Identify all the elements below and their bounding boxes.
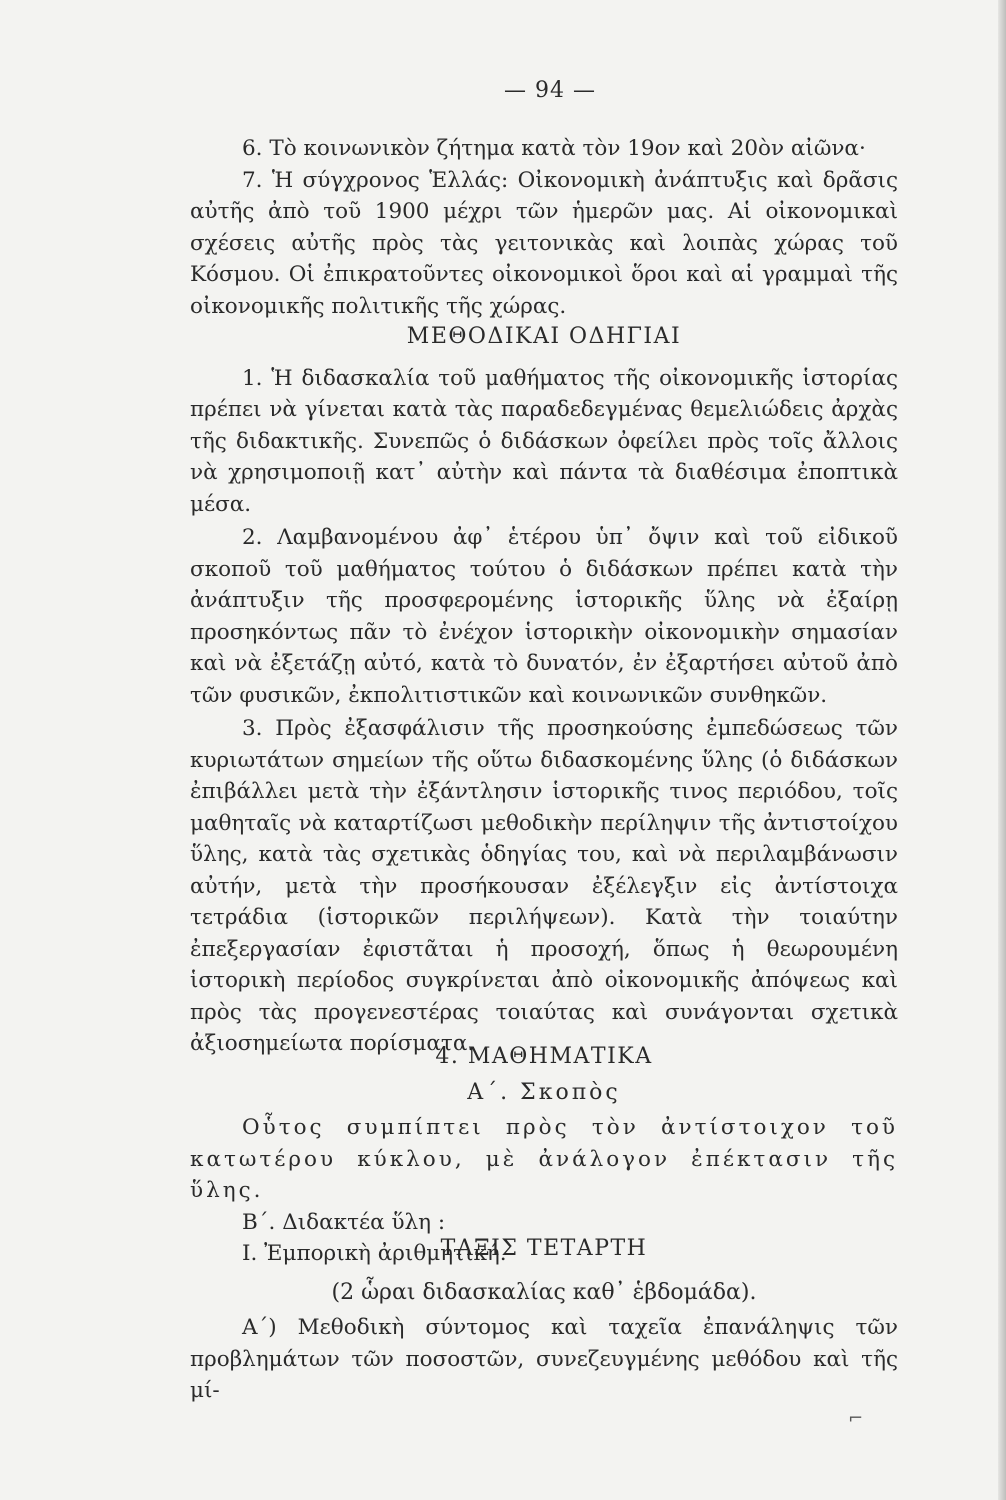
paragraph: Α΄) Μεθοδικὴ σύντομος καὶ ταχεῖα ἐπανάληψις τῶν προβλημάτων τῶν ποσοστῶν, συνεζευγμένης μεθόδου καὶ τῆς μί-	[190, 1315, 898, 1403]
stray-mark: ⌐	[848, 1408, 864, 1429]
paragraph: 2. Λαμβανομένου ἀφ᾽ ἑτέρου ὑπ᾽ ὄψιν καὶ τοῦ εἰδικοῦ σκοποῦ τοῦ μαθήματος τούτου ὁ διδάσκων πρέπει κατὰ τὴν ἀνάπτυξιν τῆς προσφερομένης ἱστορικῆς ὕλης νὰ ἐξαίρῃ προσηκόντως πᾶν τὸ ἐνέχον ἱστορικὴν οἰκονομικὴν σημασίαν καὶ νὰ ἐξετάζῃ αὐτό, κατὰ τὸ δυνατόν, ἐν ἐξαρτήσει αὐτοῦ ἀπὸ τῶν φυσικῶν, ἐκπολιτιστικῶν καὶ κοινωνικῶν συνθηκῶν.	[190, 525, 898, 708]
material-item: Ι. Ἐμπορικὴ ἀριθμητική.	[242, 1241, 507, 1266]
class-section	[190, 1233, 898, 1407]
list-item: 7. Ἡ σύγχρονος Ἑλλάς: Οἰκονομικὴ ἀνάπτυξις καὶ δρᾶσις αὐτῆς ἀπὸ τοῦ 1900 μέχρι τῶν ἡμερῶν μας. Αἱ οἰκονομικαὶ σχέσεις αὐτῆς πρὸς τὰς γειτονικὰς καὶ λοιπὰς χώρας τοῦ Κόσμου. Οἱ ἐπικρατοῦντες οἰκονομικοὶ ὅροι καὶ αἱ γραμμαὶ τῆς οἰκονομικῆς πολιτικῆς τῆς χώρας.	[190, 167, 898, 319]
material-heading: Β΄. Διδακτέα ὕλη :	[242, 1209, 446, 1235]
history-topic-list	[190, 133, 898, 322]
paragraph: 1. Ἡ διδασκαλία τοῦ μαθήματος τῆς οἰκονομικῆς ἱστορίας πρέπει νὰ γίνεται κατὰ τὰς παραδεδεγμένας θεμελιώδεις ἀρχὰς τῆς διδακτικῆς. Συνεπῶς ὁ διδάσκων ὀφείλει πρὸς τοῖς ἄλλοις νὰ χρησιμοποιῇ κατ᾽ αὐτὴν καὶ πάντα τὰ διαθέσιμα ἐποπτικὰ μέσα.	[190, 365, 898, 517]
hours-note: (2 ὧραι διδασκαλίας καθ᾽ ἑβδομάδα).	[331, 1279, 757, 1305]
methodikai-section	[190, 321, 898, 1060]
sub-heading: Α΄. Σκοπὸς	[467, 1079, 621, 1105]
paragraph: Οὗτος συμπίπτει πρὸς τὸν ἀντίστοιχον τοῦ κατωτέρου κύκλου, μὲ ἀνάλογον ἐπέκτασιν τῆς ὕλης.	[190, 1115, 898, 1203]
page-edge	[998, 0, 1006, 1500]
section-heading: 4. ΜΑΘΗΜΑΤΙΚΑ	[435, 1044, 653, 1069]
page-number: — 94 —	[504, 78, 596, 103]
section-heading: ΤΑΞΙΣ ΤΕΤΑΡΤΗ	[440, 1236, 648, 1261]
list-item: 6. Τὸ κοινωνικὸν ζήτημα κατὰ τὸν 19ον καὶ 20ὸν αἰῶνα·	[242, 136, 866, 161]
paragraph: 3. Πρὸς ἐξασφάλισιν τῆς προσηκούσης ἐμπεδώσεως τῶν κυριωτάτων σημείων τῆς οὕτω διδασκομένης ὕλης (ὁ διδάσκων ἐπιβάλλει μετὰ τὴν ἐξάντλησιν ἱστορικῆς τινος περιόδου, τοῖς μαθηταῖς νὰ καταρτίζωσι μεθοδικὴν περίληψιν τῆς ἀντιστοίχου ὕλης, κατὰ τὰς σχετικὰς ὁδηγίας του, καὶ νὰ περιλαμβάνωσιν αὐτήν, μετὰ τὴν προσήκουσαν ἐξέλεγξιν εἰς ἀντίστοιχα τετράδια (ἱστορικῶν περιλήψεων). Κατὰ τὴν τοιαύτην ἐπεξεργασίαν ἐφιστᾶται ἡ προσοχή, ὅπως ἡ θεωρουμένη ἱστορικὴ περίοδος συγκρίνεται ἀπὸ οἰκονομικῆς ἀπόψεως καὶ πρὸς τὰς προγενεστέρας τοιαύτας καὶ συνάγονται σχετικὰ ἀξιοσημείωτα πορίσματα.	[190, 716, 898, 1056]
section-heading: ΜΕΘΟΔΙΚΑΙ ΟΔΗΓΙΑΙ	[406, 324, 682, 349]
